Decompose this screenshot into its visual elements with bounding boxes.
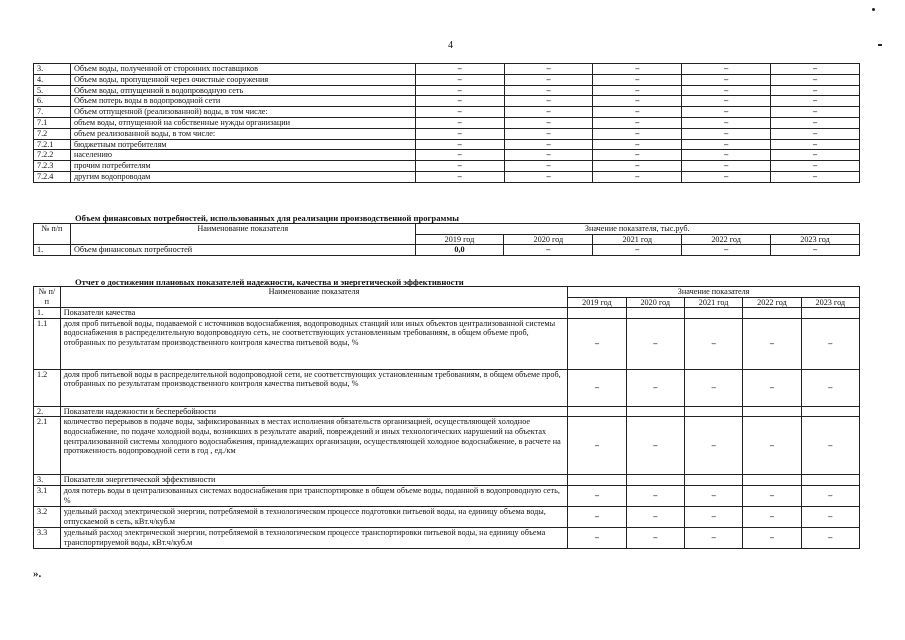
row-name: Объем отпущенной (реализованной) воды, в том числе: — [70, 107, 415, 118]
table-row — [34, 139, 860, 150]
value-cell: – — [415, 96, 504, 107]
value-cell: – — [568, 417, 626, 475]
indicators-report-table — [33, 286, 860, 549]
row-name: Объем потерь воды в водопроводной сети — [70, 96, 415, 107]
empty-cell — [684, 308, 742, 319]
value-cell: – — [415, 128, 504, 139]
col-number-header: № п/п — [34, 224, 71, 245]
value-cell: – — [743, 527, 801, 548]
value-cell: – — [593, 161, 682, 172]
value-cell: 0,0 — [415, 245, 504, 256]
value-cell: – — [743, 506, 801, 527]
value-cell: – — [626, 527, 684, 548]
table-row — [34, 161, 860, 172]
value-cell: – — [504, 161, 593, 172]
value-cell: – — [743, 369, 801, 406]
value-cell: – — [568, 369, 626, 406]
section-row — [34, 475, 860, 486]
empty-cell — [743, 308, 801, 319]
row-name: Объем финансовых потребностей — [70, 245, 415, 256]
value-cell: – — [504, 117, 593, 128]
empty-cell — [626, 406, 684, 417]
value-cell: – — [801, 369, 859, 406]
value-cell: – — [504, 85, 593, 96]
table-row — [34, 417, 860, 475]
value-cell: – — [415, 171, 504, 182]
value-cell: – — [771, 64, 860, 75]
empty-cell — [626, 308, 684, 319]
row-name: доля проб питьевой воды, подаваемой с источников водоснабжения, водопроводных станций или иных объектов централизованной системы водоснабжения в распределительную водопроводную сеть, не соответствующих установленным требованиям, в общем объеме проб, отобранных по результатам производственного контроля качества питьевой воды, % — [60, 318, 568, 369]
table-row — [34, 150, 860, 161]
value-cell: – — [568, 506, 626, 527]
value-cell: – — [771, 128, 860, 139]
value-cell: – — [682, 139, 771, 150]
row-name: населению — [70, 150, 415, 161]
table-row — [34, 96, 860, 107]
value-cell: – — [593, 107, 682, 118]
value-cell: – — [801, 485, 859, 506]
value-cell: – — [801, 417, 859, 475]
value-cell: – — [771, 171, 860, 182]
scan-speck — [872, 8, 875, 11]
row-name: доля потерь воды в централизованных системах водоснабжения при транспортировке в общем объеме воды, поданной в водопроводную сеть, % — [60, 485, 568, 506]
row-number: 6. — [34, 96, 71, 107]
table-row — [34, 64, 860, 75]
table-row — [34, 128, 860, 139]
row-number: 7.2 — [34, 128, 71, 139]
year-header: 2023 год — [771, 234, 860, 245]
value-cell: – — [771, 74, 860, 85]
value-cell: – — [682, 150, 771, 161]
value-cell: – — [684, 506, 742, 527]
value-cell: – — [626, 506, 684, 527]
year-header: 2020 год — [504, 234, 593, 245]
value-cell: – — [593, 85, 682, 96]
value-cell: – — [504, 96, 593, 107]
value-cell: – — [801, 318, 859, 369]
value-cell: – — [593, 245, 682, 256]
value-cell: – — [682, 171, 771, 182]
value-cell: – — [684, 527, 742, 548]
financial-needs-title: Объем финансовых потребностей, использованных для реализации производственной программы — [75, 213, 459, 223]
row-number: 2. — [34, 406, 61, 417]
row-name: Объем воды, пропущенной через очистные сооружения — [70, 74, 415, 85]
financial-needs-table — [33, 223, 860, 256]
value-cell: – — [771, 150, 860, 161]
row-name: другим водопроводам — [70, 171, 415, 182]
row-number: 3.1 — [34, 485, 61, 506]
empty-cell — [568, 308, 626, 319]
year-header: 2019 год — [415, 234, 504, 245]
value-cell: – — [682, 74, 771, 85]
row-name: объем воды, отпущенной на собственные нужды организации — [70, 117, 415, 128]
empty-cell — [743, 475, 801, 486]
table-row — [34, 527, 860, 548]
value-cell: – — [743, 417, 801, 475]
col-name-header: Наименование показателя — [60, 287, 568, 308]
value-cell: – — [593, 139, 682, 150]
row-name: удельный расход электрической энергии, потребляемой в технологическом процессе транспортировки питьевой воды, на единицу объема транспортируемой воды, кВт.ч/куб.м — [60, 527, 568, 548]
year-header: 2022 год — [743, 297, 801, 308]
value-cell: – — [593, 74, 682, 85]
value-cell: – — [568, 485, 626, 506]
table-row — [34, 369, 860, 406]
row-number: 3.3 — [34, 527, 61, 548]
value-cell: – — [415, 64, 504, 75]
table-row — [34, 485, 860, 506]
value-cell: – — [593, 64, 682, 75]
table-row — [34, 506, 860, 527]
empty-cell — [801, 308, 859, 319]
empty-cell — [568, 475, 626, 486]
row-name: Объем воды, отпущенной в водопроводную сеть — [70, 85, 415, 96]
section-row — [34, 308, 860, 319]
value-cell: – — [743, 318, 801, 369]
value-cell: – — [504, 107, 593, 118]
value-cell: – — [682, 96, 771, 107]
empty-cell — [684, 475, 742, 486]
value-cell: – — [771, 96, 860, 107]
value-cell: – — [626, 318, 684, 369]
value-cell: – — [504, 171, 593, 182]
row-name: объем реализованной воды, в том числе: — [70, 128, 415, 139]
row-number: 4. — [34, 74, 71, 85]
value-cell: – — [415, 85, 504, 96]
value-cell: – — [684, 417, 742, 475]
water-volume-table — [33, 63, 860, 183]
year-header: 2023 год — [801, 297, 859, 308]
row-number: 3. — [34, 475, 61, 486]
row-number: 7.2.3 — [34, 161, 71, 172]
row-number: 5. — [34, 85, 71, 96]
value-cell: – — [682, 245, 771, 256]
row-name: количество перерывов в подаче воды, зафиксированных в местах исполнения обязательств организацией, осуществляющей холодное водоснабжение, по подаче холодной воды, возникших в результате аварий, повреждений и иных технологических нарушений на объектах централизованной системы холодного водоснабжения, принадлежащих организации, осуществляющей холодное водоснабжение, в расчете на протяженность водопроводной сети в год , ед./км — [60, 417, 568, 475]
col-number-header: № п/п — [34, 287, 61, 308]
year-header: 2021 год — [593, 234, 682, 245]
value-cell: – — [684, 369, 742, 406]
table-row — [34, 171, 860, 182]
year-header: 2019 год — [568, 297, 626, 308]
empty-cell — [743, 406, 801, 417]
empty-cell — [684, 406, 742, 417]
value-cell: – — [415, 139, 504, 150]
year-header: 2020 год — [626, 297, 684, 308]
value-cell: – — [684, 318, 742, 369]
row-name: доля проб питьевой воды в распределительной водопроводной сети, не соответствующих установленным требованиям, в общем объеме проб, отобранных по результатам производственного контроля качества питьевой воды, % — [60, 369, 568, 406]
table-row — [34, 85, 860, 96]
value-cell: – — [568, 318, 626, 369]
page-number: 4 — [448, 40, 453, 51]
value-cell: – — [593, 128, 682, 139]
row-number: 1. — [34, 308, 61, 319]
value-cell: – — [682, 107, 771, 118]
value-cell: – — [626, 485, 684, 506]
value-cell: – — [504, 128, 593, 139]
value-cell: – — [771, 117, 860, 128]
value-cell: – — [504, 139, 593, 150]
row-number: 7.1 — [34, 117, 71, 128]
col-group-header: Значение показателя, тыс.руб. — [415, 224, 859, 235]
table-row — [34, 74, 860, 85]
section-name: Показатели качества — [60, 308, 568, 319]
value-cell: – — [682, 85, 771, 96]
value-cell: – — [771, 139, 860, 150]
table-row — [34, 117, 860, 128]
value-cell: – — [771, 107, 860, 118]
row-name: удельный расход электрической энергии, потребляемой в технологическом процессе подготовки питьевой воды, на единицу объема воды, отпускаемой в сеть, кВт.ч/куб.м — [60, 506, 568, 527]
value-cell: – — [504, 74, 593, 85]
row-number: 7. — [34, 107, 71, 118]
value-cell: – — [682, 117, 771, 128]
row-number: 7.2.4 — [34, 171, 71, 182]
year-header: 2022 год — [682, 234, 771, 245]
value-cell: – — [568, 527, 626, 548]
value-cell: – — [504, 150, 593, 161]
value-cell: – — [504, 64, 593, 75]
value-cell: – — [504, 245, 593, 256]
value-cell: – — [684, 485, 742, 506]
value-cell: – — [593, 117, 682, 128]
col-group-header: Значение показателя — [568, 287, 860, 298]
row-name: Объем воды, полученной от сторонних поставщиков — [70, 64, 415, 75]
value-cell: – — [682, 161, 771, 172]
value-cell: – — [801, 527, 859, 548]
col-name-header: Наименование показателя — [70, 224, 415, 245]
value-cell: – — [593, 96, 682, 107]
value-cell: – — [801, 506, 859, 527]
row-number: 7.2.2 — [34, 150, 71, 161]
value-cell: – — [415, 74, 504, 85]
row-name: прочим потребителям — [70, 161, 415, 172]
row-number: 2.1 — [34, 417, 61, 475]
table-row — [34, 107, 860, 118]
row-number: 3. — [34, 64, 71, 75]
value-cell: – — [415, 117, 504, 128]
value-cell: – — [415, 150, 504, 161]
table-row — [34, 245, 860, 256]
value-cell: – — [743, 485, 801, 506]
scan-speck — [878, 44, 882, 46]
value-cell: – — [593, 150, 682, 161]
value-cell: – — [771, 245, 860, 256]
section-row — [34, 406, 860, 417]
section-name: Показатели надежности и бесперебойности — [60, 406, 568, 417]
value-cell: – — [771, 85, 860, 96]
year-header: 2021 год — [684, 297, 742, 308]
row-number: 3.2 — [34, 506, 61, 527]
value-cell: – — [415, 107, 504, 118]
empty-cell — [801, 475, 859, 486]
row-number: 7.2.1 — [34, 139, 71, 150]
empty-cell — [801, 406, 859, 417]
indicators-report-title: Отчет о достижении плановых показателей надежности, качества и энергетической эффективности — [75, 277, 464, 287]
value-cell: – — [682, 64, 771, 75]
table-row — [34, 318, 860, 369]
value-cell: – — [771, 161, 860, 172]
value-cell: – — [415, 161, 504, 172]
closing-quote: ». — [33, 568, 42, 580]
value-cell: – — [626, 417, 684, 475]
row-number: 1.2 — [34, 369, 61, 406]
empty-cell — [568, 406, 626, 417]
empty-cell — [626, 475, 684, 486]
value-cell: – — [682, 128, 771, 139]
value-cell: – — [626, 369, 684, 406]
section-name: Показатели энергетической эффективности — [60, 475, 568, 486]
row-number: 1.1 — [34, 318, 61, 369]
value-cell: – — [593, 171, 682, 182]
row-name: бюджетным потребителям — [70, 139, 415, 150]
row-number: 1. — [34, 245, 71, 256]
